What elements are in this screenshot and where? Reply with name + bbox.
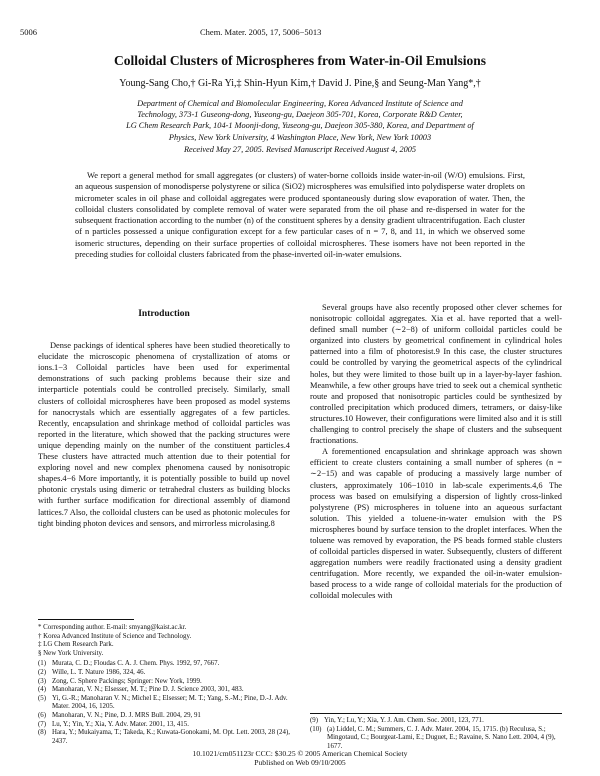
- reference-number: (6): [38, 711, 47, 719]
- reference-number: (7): [38, 720, 47, 728]
- left-column: [38, 309, 290, 529]
- reference-text: Hara, Y.; Mukaiyama, T.; Takeda, K.; Kuwata-Gonokami, M. Opt. Lett. 2003, 28 (24), 2437.: [52, 729, 290, 745]
- reference-number: (2): [38, 668, 47, 676]
- reference-text: Yi, G.-R.; Manoharan V. N.; Michel E.; Elsesser; M. T.; Yang, S.-M.; Pine, D.-J. Adv. Mater. 2004, 16, 1205.: [52, 694, 288, 711]
- reference-item: [38, 712, 290, 721]
- running-header: [20, 27, 580, 39]
- reference-number: (8): [38, 729, 47, 737]
- right-column: [310, 302, 562, 602]
- footnote: * Corresponding author. E-mail: smyang@kaist.ac.kr.: [38, 624, 187, 631]
- reference-list: [38, 660, 290, 746]
- footnote-rule: [38, 619, 134, 620]
- reference-number: (9): [310, 717, 319, 724]
- author-list: Young-Sang Cho,† Gi-Ra Yi,‡ Shin-Hyun Kim,† David J. Pine,§ and Seung-Man Yang*,†: [119, 78, 481, 89]
- affiliation-line: LG Chem Research Park, 104-1 Moonji-dong, Yuseong-gu, Daejeon 305-380, Korea, and Department of: [126, 121, 474, 131]
- section-heading-introduction: Introduction: [138, 309, 190, 319]
- footnotes-block: [38, 619, 290, 746]
- reference-item: [38, 686, 290, 695]
- reference-number: (5): [38, 694, 47, 702]
- page-number: 5006: [20, 27, 37, 37]
- reference-list-continued: [310, 713, 562, 751]
- body-paragraph: A forementioned encapsulation and shrinkage approach was shown efficient to create clusters containing a small number of spheres (n = ∼2−15) and was capable of producing a massively large number of clusters, approximately 106−1010 in lab-scale experiments.4,6 The process was based on emulsifying a dispersion of lightly cross-linked polystyrene (PS) microspheres in toluene into an aqueous surfactant solution. This yielded a toluene-in-water emulsion with the PS microspheres bound by surface tension to the droplet interfaces. When the toluene was removed by evaporation, the PS beads formed stable clusters of colloidal particles dispersed in water. Subsequently, clusters of different aggregation numbers were readily fractionated using a density gradient centrifugation. More recently, we expanded the oil-in-water emulsion-based process to a wide range of colloidal materials for the production of colloidal molecules with: [310, 447, 562, 601]
- reference-text: (a) Liddel, C. M.; Summers, C. J. Adv. Mater. 2004, 15, 1715. (b) Reculusa, S.; Mingotaud, C.; Bourgeat-Lami, E.; Duguet, E.; Ravaine, S. Nano Lett. 2004, 4 (9), 1677.: [327, 725, 556, 750]
- reference-item: [310, 726, 562, 752]
- reference-item: [38, 695, 290, 712]
- affiliation-line: Physics, New York University, 4 Washington Place, New York, New York 10003: [168, 132, 432, 142]
- received-dates: Received May 27, 2005. Revised Manuscript Received August 4, 2005: [183, 145, 417, 154]
- reference-text: Manoharan, V. N.; Pine, D. J. MRS Bull. 2004, 29, 91: [52, 711, 201, 719]
- reference-text: Lu, Y.; Yin, Y.; Xia, Y. Adv. Mater. 2001, 13, 415.: [52, 720, 189, 728]
- affiliation-line: Department of Chemical and Biomolecular Engineering, Korea Advanced Institute of Science and: [137, 99, 463, 108]
- reference-item: [38, 669, 290, 678]
- reference-text: Wille, L. T. Nature 1986, 324, 46.: [52, 668, 146, 676]
- reference-text: Murata, C. D.; Floudas C. A. J. Chem. Phys. 1992, 97, 7667.: [52, 660, 220, 668]
- page-footer: [0, 749, 600, 768]
- publication-date: Published on Web 09/10/2005: [254, 758, 346, 768]
- footnote: § New York University.: [38, 649, 104, 657]
- reference-text: Zong, C. Sphere Packings; Springer: New York, 1999.: [52, 677, 202, 685]
- reference-number: (3): [38, 677, 47, 685]
- reference-item: [38, 721, 290, 730]
- reference-text: Yin, Y.; Lu, Y.; Xia, Y. J. Am. Chem. Soc. 2001, 123, 771.: [324, 717, 484, 724]
- body-paragraph: Dense packings of identical spheres have been studied theoretically to elucidate the microscopic phenomena of crystallization of atoms or ions.1−3 Colloidal particles have been used for experimental demonstrations of such packing problems because their size and interparticle potentials could be controlled precisely. Similarly, small clusters of colloidal microspheres have been proposed as model systems for nanocrystals which are essentially aggregates of a few particles. Recently, encapsulation and shrinkage method of colloidal particles was reported in the literature, which showed that the packing structures were unique depending mainly on the number of the constituent particles.4 These clusters have attracted much attention due to their potential for exploring novel and new complex phenomena caused by nonisotropic shapes.4−6 More importantly, it is potentially possible to build up novel photonic crystals using dimeric or tetrahedral clusters as building blocks with further surface modification for directional assembly of diamond lattices.7 Also, the colloidal clusters can be used as photonic molecules for tight binding photon devices and sensors, and mirrorless microlasing.8: [38, 341, 290, 528]
- abstract: We report a general method for small aggregates (or clusters) of water-borne colloids inside water-in-oil (W/O) emulsions. First, an aqueous suspension of monodisperse polystyrene or silica (SiO2) microspheres was emulsified into polydisperse water droplets on micrometer scales in oil phase and colloidal aggregates were produced spontaneously during slow evaporation of water. Then, the colloidal clusters consolidated by complete removal of water were separated from the oil phase and re-dispersed in water for the subsequent fractionation according to the number (n) of the constituent spheres by a density gradient ultracentrifugation. Each cluster of n particles possessed a unique configuration except for a few particular cases of n = 7, 8, and 11, in which we observed some isomeric structures, depending on their surface properties of colloidal microspheres. These isomers have not been reported in the preceding studies for colloidal clusters fabricated from the phase-inverted oil-in-water emulsions.: [75, 171, 525, 260]
- reference-text: Manoharan, V. N.; Elsesser, M. T.; Pine D. J. Science 2003, 301, 483.: [52, 686, 244, 694]
- reference-item: [38, 660, 290, 669]
- doi-copyright-line: 10.1021/cm051123r CCC: $30.25 © 2005 American Chemical Society: [192, 749, 408, 758]
- reference-rule: [310, 713, 562, 714]
- footnote: ‡ LG Chem Research Park.: [38, 641, 114, 649]
- reference-number: (4): [38, 686, 47, 694]
- reference-number: (1): [38, 660, 47, 668]
- reference-item: [38, 678, 290, 687]
- footnote: † Korea Advanced Institute of Science and Technology.: [38, 632, 192, 640]
- affiliations: [65, 98, 535, 143]
- affiliation-line: Technology, 373-1 Guseong-dong, Yuseong-gu, Daejeon 305-701, Korea, Corporate R&D Center,: [137, 110, 463, 120]
- reference-item: [38, 729, 290, 746]
- body-paragraph: Several groups have also recently proposed other clever schemes for nonisotropic colloidal aggregates. Xia et al. have reported that a well-defined small number (∼2−8) of uniform colloidal particles could be organized into clusters by geometrical confinement in cylindrical holes patterned into a film of photoresist.9 In this case, the cluster structures could be controlled by varying the geometrical aspects of the cylindrical holes, but they were limited to those built up in a layer-by-layer fashion. Meanwhile, a few other groups have tried to seek out a chemical synthetic route and proposed that nonisotropic particles could be synthesized by controlled precipitation which produced dimers, tetramers, or daisy-like structures.10 However, their configurations were limited also and it is still challenging to control precisely the shape of clusters and the subsequent fractionations.: [310, 303, 562, 446]
- reference-item: [310, 717, 562, 726]
- journal-citation: Chem. Mater. 2005, 17, 5006−5013: [200, 27, 322, 37]
- article-title: Colloidal Clusters of Microspheres from Water-in-Oil Emulsions: [114, 53, 486, 68]
- reference-number: (10): [310, 725, 322, 733]
